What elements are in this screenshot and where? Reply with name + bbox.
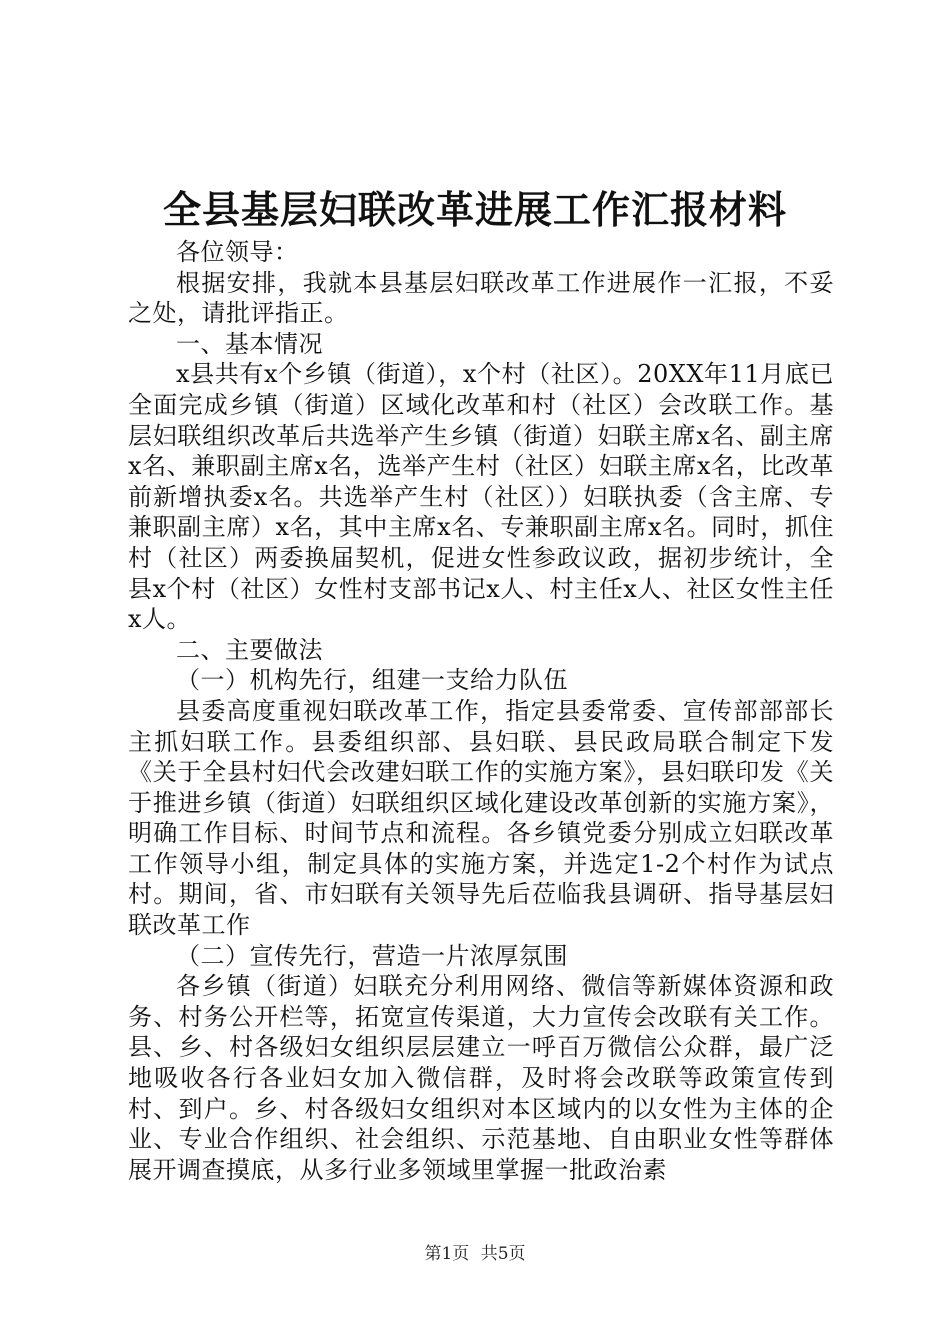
document-body bbox=[128, 237, 834, 1185]
subheading-organization: （一）机构先行，组建一支给力队伍 bbox=[176, 666, 568, 695]
section-heading-basic: 一、基本情况 bbox=[176, 329, 323, 358]
intro-paragraph: 根据安排，我就本县基层妇联改革工作进展作一汇报，不妥之处，请批评指正。 bbox=[128, 268, 834, 328]
section-heading-methods: 二、主要做法 bbox=[176, 635, 323, 664]
salutation: 各位领导： bbox=[176, 238, 299, 266]
subheading-publicity: （二）宣传先行，营造一片浓厚氛围 bbox=[176, 941, 568, 970]
document-title: 全县基层妇联改革进展工作汇报材料 bbox=[162, 187, 787, 232]
page-footer bbox=[0, 1242, 950, 1266]
basic-situation-paragraph: x县共有x个乡镇（街道），x个村（社区）。20XX年11月底已全面完成乡镇（街道）区域化改革和村（社区）会改联工作。基层妇联组织改革后共选举产生乡镇（街道）妇联主席x名、副主席x名、兼职副主席x名，选举产生村（社区）妇联主席x名，比改革前新增执委x名。共选举产生村（社区））妇联执委（含主席、专兼职副主席）x名，其中主席x名、专兼职副主席x名。同时，抓住村（社区）两委换届契机，促进女性参政议政，据初步统计，全县x个村（社区）女性村支部书记x人、村主任x人、社区女性主任x人。 bbox=[128, 360, 834, 634]
organization-paragraph: 县委高度重视妇联改革工作，指定县委常委、宣传部部部长主抓妇联工作。县委组织部、县妇联、县民政局联合制定下发《关于全县村妇代会改建妇联工作的实施方案》，县妇联印发《关于推进乡镇（街道）妇联组织区域化建设改革创新的实施方案》，明确工作目标、时间节点和流程。各乡镇党委分别成立妇联改革工作领导小组，制定具体的实施方案，并选定1-2个村作为试点村。期间，省、市妇联有关领导先后莅临我县调研、指导基层妇联改革工作 bbox=[128, 696, 834, 940]
page-total: 共5页 bbox=[480, 1244, 526, 1264]
page-number: 第1页 bbox=[424, 1244, 470, 1264]
publicity-paragraph: 各乡镇（街道）妇联充分利用网络、微信等新媒体资源和政务、村务公开栏等，拓宽宣传渠道，大力宣传会改联有关工作。县、乡、村各级妇女组织层层建立一呼百万微信公众群，最广泛地吸收各行各业妇女加入微信群，及时将会改联等政策宣传到村、到户。乡、村各级妇女组织对本区域内的以女性为主体的企业、专业合作组织、社会组织、示范基地、自由职业女性等群体展开调查摸底，从多行业多领域里掌握一批政治素 bbox=[128, 972, 834, 1184]
